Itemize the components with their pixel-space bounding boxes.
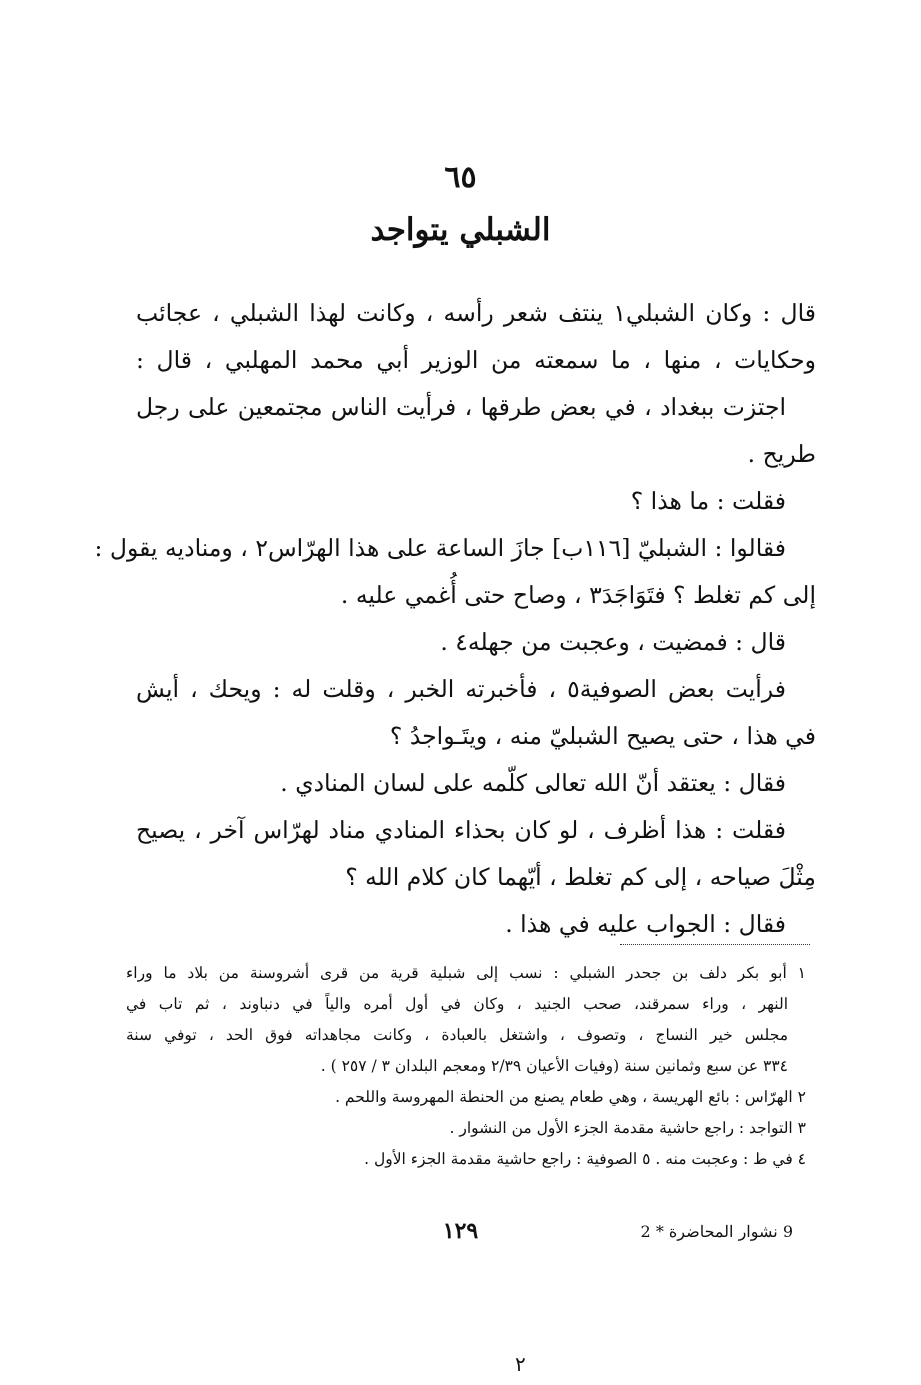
body-line: فرأيت بعض الصوفية٥ ، فأخبرته الخبر ، وقلت له : ويحك ، أيش bbox=[136, 675, 786, 703]
body-line: قال : فمضيت ، وعجبت من جهله٤ . bbox=[440, 628, 786, 656]
body-line: فقلت : هذا أظرف ، لو كان بحذاء المنادي مناد لهرّاس آخر ، يصيح bbox=[136, 816, 786, 844]
body-line: إلى كم تغلط ؟ فتَوَاجَدَ٣ ، وصاح حتى أُغمي عليه . bbox=[340, 581, 816, 609]
footnote-divider bbox=[620, 944, 810, 945]
body-line: فقال : يعتقد أنّ الله تعالى كلّمه على لسان المنادي . bbox=[280, 769, 786, 797]
section-number: ٦٥ bbox=[444, 160, 477, 195]
body-line: فقالوا : الشبليّ [١١٦ب] جازَ الساعة على هذا الهرّاس٢ ، ومناديه يقول : bbox=[94, 534, 786, 562]
body-line: طريح . bbox=[747, 440, 816, 468]
footnote-line: ٢ الهرّاس : بائع الهريسة ، وهي طعام يصنع من الحنطة المهروسة واللحم . bbox=[335, 1088, 806, 1106]
body-line: اجتزت ببغداد ، في بعض طرقها ، فرأيت الناس مجتمعين على رجل bbox=[136, 393, 786, 421]
bottom-mark: ٢ bbox=[515, 1352, 526, 1376]
footnote-line: ٣٣٤ عن سبع وثمانين سنة (وفيات الأعيان ٢/٣٩ ومعجم البلدان ٣ / ٢٥٧ ) . bbox=[320, 1057, 788, 1075]
body-text bbox=[94, 290, 816, 948]
body-line: مِثْلَ صياحه ، إلى كم تغلط ، أيّهما كان كلام الله ؟ bbox=[345, 863, 816, 891]
body-line: قال : وكان الشبلي١ ينتف شعر رأسه ، وكانت لهذا الشبلي ، عجائب bbox=[136, 299, 816, 327]
footnotes bbox=[126, 958, 806, 1175]
footnote-line: ٣ التواجد : راجع حاشية مقدمة الجزء الأول من النشوار . bbox=[449, 1119, 806, 1137]
page-number: ١٢٩ bbox=[442, 1218, 479, 1244]
body-line: فقلت : ما هذا ؟ bbox=[630, 487, 786, 515]
body-line: وحكايات ، منها ، ما سمعته من الوزير أبي محمد المهلبي ، قال : bbox=[136, 346, 816, 374]
chapter-title: الشبلي يتواجد bbox=[370, 212, 551, 248]
body-line: فقال : الجواب عليه في هذا . bbox=[505, 910, 786, 938]
print-signature: 9 نشوار المحاضرة * 2 bbox=[640, 1222, 793, 1241]
footnote-line: مجلس خير النساج ، وتصوف ، واشتغل بالعبادة ، وكانت مجاهداته فوق الحد ، توفي سنة bbox=[126, 1026, 788, 1044]
body-line: في هذا ، حتى يصيح الشبليّ منه ، ويتَـواجدُ ؟ bbox=[389, 722, 816, 750]
footnote-line: ١ أبو بكر دلف بن جحدر الشبلي : نسب إلى شبلية قرية من قرى أشروسنة من بلاد ما وراء bbox=[126, 964, 806, 982]
footnote-line: النهر ، وراء سمرقند، صحب الجنيد ، وكان في أول أمره والياً في دنباوند ، ثم تاب في bbox=[126, 995, 788, 1013]
footnote-line: ٤ في ط : وعجبت منه . ٥ الصوفية : راجع حاشية مقدمة الجزء الأول . bbox=[364, 1150, 806, 1168]
